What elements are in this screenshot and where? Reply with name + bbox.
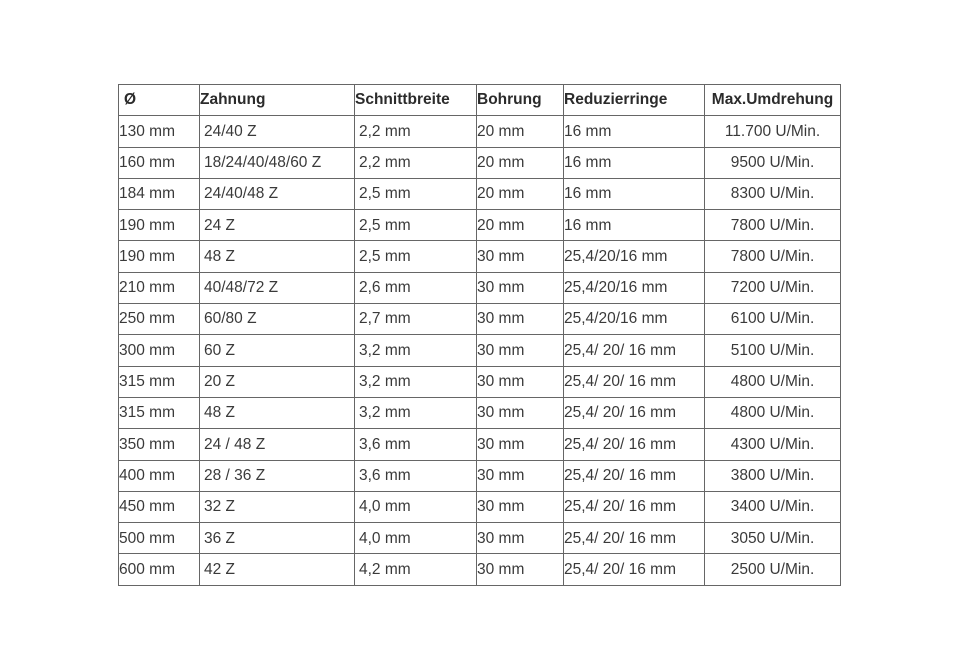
header-diameter: Ø — [119, 85, 200, 116]
cell-max-rpm: 2500 U/Min. — [705, 554, 841, 585]
cell-diameter: 190 mm — [119, 210, 200, 241]
header-max-rpm: Max.Umdrehung — [705, 85, 841, 116]
cell-cut-width: 3,2 mm — [355, 335, 477, 366]
cell-reducer-rings: 25,4/ 20/ 16 mm — [564, 429, 705, 460]
header-reducer-rings: Reduzierringe — [564, 85, 705, 116]
cell-teeth: 32 Z — [200, 491, 355, 522]
table-row — [119, 272, 841, 303]
cell-reducer-rings: 25,4/ 20/ 16 mm — [564, 366, 705, 397]
cell-max-rpm: 6100 U/Min. — [705, 304, 841, 335]
cell-diameter: 600 mm — [119, 554, 200, 585]
cell-cut-width: 3,2 mm — [355, 397, 477, 428]
cell-reducer-rings: 16 mm — [564, 210, 705, 241]
cell-teeth: 24 / 48 Z — [200, 429, 355, 460]
cell-teeth: 48 Z — [200, 397, 355, 428]
cell-cut-width: 4,0 mm — [355, 491, 477, 522]
cell-max-rpm: 7800 U/Min. — [705, 241, 841, 272]
cell-cut-width: 2,7 mm — [355, 304, 477, 335]
cell-max-rpm: 7200 U/Min. — [705, 272, 841, 303]
cell-reducer-rings: 25,4/20/16 mm — [564, 272, 705, 303]
table-row — [119, 178, 841, 209]
cell-max-rpm: 3800 U/Min. — [705, 460, 841, 491]
cell-diameter: 450 mm — [119, 491, 200, 522]
cell-max-rpm: 3400 U/Min. — [705, 491, 841, 522]
cell-diameter: 160 mm — [119, 147, 200, 178]
cell-max-rpm: 4300 U/Min. — [705, 429, 841, 460]
cell-bore: 30 mm — [477, 554, 564, 585]
cell-teeth: 28 / 36 Z — [200, 460, 355, 491]
table-row — [119, 241, 841, 272]
table-row — [119, 429, 841, 460]
cell-teeth: 24/40 Z — [200, 116, 355, 147]
cell-cut-width: 2,2 mm — [355, 116, 477, 147]
cell-reducer-rings: 25,4/ 20/ 16 mm — [564, 335, 705, 366]
cell-bore: 20 mm — [477, 116, 564, 147]
cell-teeth: 20 Z — [200, 366, 355, 397]
table-row — [119, 335, 841, 366]
cell-bore: 30 mm — [477, 523, 564, 554]
cell-reducer-rings: 25,4/ 20/ 16 mm — [564, 460, 705, 491]
cell-max-rpm: 3050 U/Min. — [705, 523, 841, 554]
cell-max-rpm: 4800 U/Min. — [705, 397, 841, 428]
table-row — [119, 491, 841, 522]
table-header-row — [119, 85, 841, 116]
cell-reducer-rings: 16 mm — [564, 147, 705, 178]
cell-teeth: 36 Z — [200, 523, 355, 554]
cell-teeth: 60 Z — [200, 335, 355, 366]
cell-bore: 30 mm — [477, 304, 564, 335]
cell-bore: 30 mm — [477, 397, 564, 428]
cell-cut-width: 2,6 mm — [355, 272, 477, 303]
cell-max-rpm: 11.700 U/Min. — [705, 116, 841, 147]
cell-bore: 30 mm — [477, 335, 564, 366]
table-row — [119, 397, 841, 428]
cell-cut-width: 2,5 mm — [355, 210, 477, 241]
cell-reducer-rings: 16 mm — [564, 116, 705, 147]
cell-reducer-rings: 25,4/ 20/ 16 mm — [564, 523, 705, 554]
table-row — [119, 304, 841, 335]
cell-max-rpm: 9500 U/Min. — [705, 147, 841, 178]
cell-teeth: 60/80 Z — [200, 304, 355, 335]
cell-bore: 20 mm — [477, 147, 564, 178]
cell-cut-width: 4,0 mm — [355, 523, 477, 554]
cell-diameter: 130 mm — [119, 116, 200, 147]
cell-cut-width: 3,2 mm — [355, 366, 477, 397]
cell-cut-width: 3,6 mm — [355, 429, 477, 460]
specification-table — [118, 84, 841, 586]
header-bore: Bohrung — [477, 85, 564, 116]
cell-teeth: 40/48/72 Z — [200, 272, 355, 303]
cell-reducer-rings: 25,4/ 20/ 16 mm — [564, 554, 705, 585]
cell-cut-width: 2,5 mm — [355, 178, 477, 209]
table-row — [119, 366, 841, 397]
cell-diameter: 184 mm — [119, 178, 200, 209]
cell-reducer-rings: 16 mm — [564, 178, 705, 209]
cell-reducer-rings: 25,4/ 20/ 16 mm — [564, 491, 705, 522]
cell-diameter: 400 mm — [119, 460, 200, 491]
cell-bore: 30 mm — [477, 366, 564, 397]
cell-teeth: 48 Z — [200, 241, 355, 272]
cell-diameter: 350 mm — [119, 429, 200, 460]
cell-teeth: 24/40/48 Z — [200, 178, 355, 209]
table-row — [119, 147, 841, 178]
cell-reducer-rings: 25,4/20/16 mm — [564, 304, 705, 335]
cell-diameter: 250 mm — [119, 304, 200, 335]
cell-diameter: 500 mm — [119, 523, 200, 554]
cell-cut-width: 4,2 mm — [355, 554, 477, 585]
cell-diameter: 315 mm — [119, 397, 200, 428]
cell-reducer-rings: 25,4/ 20/ 16 mm — [564, 397, 705, 428]
cell-max-rpm: 8300 U/Min. — [705, 178, 841, 209]
cell-max-rpm: 4800 U/Min. — [705, 366, 841, 397]
cell-teeth: 24 Z — [200, 210, 355, 241]
cell-teeth: 18/24/40/48/60 Z — [200, 147, 355, 178]
cell-bore: 30 mm — [477, 491, 564, 522]
cell-bore: 20 mm — [477, 178, 564, 209]
cell-diameter: 300 mm — [119, 335, 200, 366]
cell-bore: 30 mm — [477, 460, 564, 491]
cell-max-rpm: 7800 U/Min. — [705, 210, 841, 241]
cell-bore: 30 mm — [477, 272, 564, 303]
header-teeth: Zahnung — [200, 85, 355, 116]
table-row — [119, 210, 841, 241]
table-row — [119, 460, 841, 491]
cell-cut-width: 3,6 mm — [355, 460, 477, 491]
cell-diameter: 190 mm — [119, 241, 200, 272]
table-row — [119, 554, 841, 585]
header-cut-width: Schnittbreite — [355, 85, 477, 116]
cell-cut-width: 2,5 mm — [355, 241, 477, 272]
cell-max-rpm: 5100 U/Min. — [705, 335, 841, 366]
cell-teeth: 42 Z — [200, 554, 355, 585]
table-row — [119, 523, 841, 554]
cell-cut-width: 2,2 mm — [355, 147, 477, 178]
cell-diameter: 210 mm — [119, 272, 200, 303]
cell-bore: 30 mm — [477, 429, 564, 460]
cell-bore: 30 mm — [477, 241, 564, 272]
cell-reducer-rings: 25,4/20/16 mm — [564, 241, 705, 272]
cell-diameter: 315 mm — [119, 366, 200, 397]
table-row — [119, 116, 841, 147]
cell-bore: 20 mm — [477, 210, 564, 241]
